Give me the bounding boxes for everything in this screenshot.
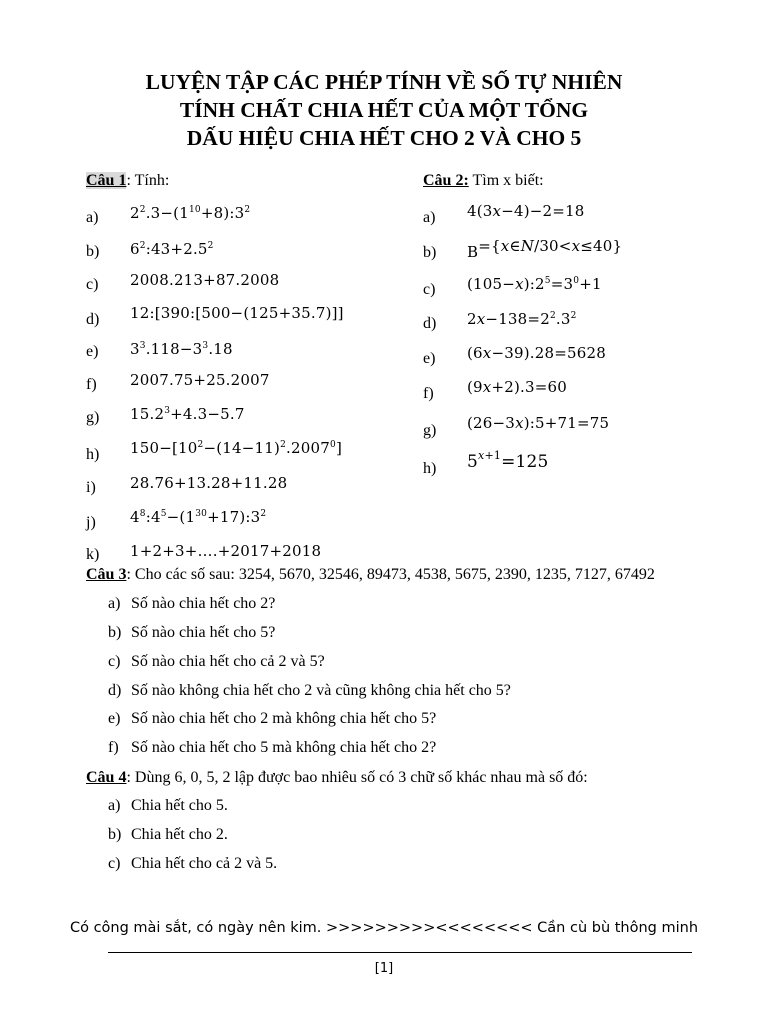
cau1-letter-a: a) [86,209,99,226]
cau1-expr-a: $2^2.3-(1^{10}+8):3^2$ [130,204,251,222]
footer-motto: Có công mài sắt, có ngày nên kim. >>>>>>>>><<<<<<<< Cần cù bù thông minh [69,920,699,936]
cau2-expr-d: $2x-138=2^2.3^2$ [467,310,577,328]
cau3-item-text: Số nào chia hết cho 5? [131,624,276,641]
cau1-expr-g: $15.2^3+4.3-5.7$ [130,405,245,423]
cau1-expr-j: $4^8:4^5-(1^{30}+17):3^2$ [130,508,267,526]
cau1-letter-e: e) [86,343,99,360]
cau3-item-letter: b) [108,624,122,641]
cau2-letter-h: h) [423,460,437,477]
cau1-letter-b: b) [86,243,100,260]
cau1-expr-b: $6^2:43+2.5^2$ [130,240,214,258]
title-line-1: LUYỆN TẬP CÁC PHÉP TÍNH VỀ SỐ TỰ NHIÊN [145,70,623,94]
title-line-2: TÍNH CHẤT CHIA HẾT CỦA MỘT TỔNG [179,98,589,122]
cau1-expr-f: 2007.75+25.2007 [130,371,270,389]
cau4-item-c [108,855,278,873]
cau2-letter-d: d) [423,315,437,332]
cau4-item-letter: c) [108,855,121,872]
cau2-expr-e: (6x−39).28=5628 [467,344,606,362]
cau4-item-a [108,797,228,815]
cau3-item-text: Số nào chia hết cho cả 2 và 5? [131,653,325,670]
cau2-expr-h: $5^{x+1}=125$ [467,449,549,472]
cau3-item-letter: c) [108,653,121,670]
cau2-letter-b: b) [423,244,437,261]
cau3-item-b [108,624,276,642]
cau1-letter-c: c) [86,276,99,293]
cau3-label: Câu 3 [86,566,127,583]
page-number: [1] [374,961,394,976]
cau3-text: : Cho các số sau: 3254, 5670, 32546, 89473, 4538, 5675, 2390, 1235, 7127, 67492 [126,566,655,583]
cau2-letter-a: a) [423,209,436,226]
cau2-text: Tìm x biết: [468,172,544,189]
cau4-label: Câu 4 [86,769,127,786]
cau2-expr-f: (9x+2).3=60 [467,378,567,396]
cau3-item-d [108,682,511,700]
cau2-expr-c: $(105-x):2^5=3^0+1$ [467,275,602,293]
cau1-expr-c: 2008.213+87.2008 [130,271,280,289]
cau3-heading [86,566,655,584]
cau2-letter-e: e) [423,350,436,367]
cau1-letter-j: j) [86,514,96,531]
cau1-expr-k: 1+2+3+….+2017+2018 [130,542,322,560]
cau1-letter-k: k) [86,546,100,563]
cau3-item-letter: e) [108,710,121,727]
cau4-item-text: Chia hết cho 5. [131,797,228,814]
title-line-3: DẤU HIỆU CHIA HẾT CHO 2 VÀ CHO 5 [186,126,582,150]
cau1-letter-i: i) [86,479,96,496]
cau1-expr-h: $150-[10^2-(14-11)^2.2007^0]$ [130,439,342,457]
cau2-expr-g: (26−3x):5+71=75 [467,414,610,432]
cau2-label: Câu 2: [423,172,469,189]
cau3-item-e [108,710,437,728]
cau4-text: : Dùng 6, 0, 5, 2 lập được bao nhiêu số có 3 chữ số khác nhau mà số đó: [126,769,588,786]
cau2-letter-c: c) [423,281,436,298]
cau3-item-letter: f) [108,739,119,756]
cau1-letter-f: f) [86,376,97,393]
document-title [0,68,768,152]
cau1-label: Câu 1 [86,172,127,189]
cau4-item-letter: a) [108,797,121,814]
cau4-item-text: Chia hết cho cả 2 và 5. [131,855,278,872]
cau1-expr-d: 12:[390:[500−(125+35.7)]] [130,304,344,322]
cau3-item-letter: a) [108,595,121,612]
cau2-expr-b: B={x∈N/30<x≤40} [467,237,623,261]
cau3-item-text: Số nào chia hết cho 2? [131,595,276,612]
cau1-heading [86,172,169,190]
cau3-item-f [108,739,437,757]
cau3-item-letter: d) [108,682,122,699]
cau2-heading [423,172,544,190]
cau3-item-text: Số nào chia hết cho 5 mà không chia hết cho 2? [131,739,437,756]
cau4-item-text: Chia hết cho 2. [131,826,228,843]
cau3-item-a [108,595,276,613]
cau1-expr-e: $3^3.118-3^3.18$ [130,340,233,358]
cau3-item-text: Số nào chia hết cho 2 mà không chia hết cho 5? [131,710,437,727]
cau2-letter-g: g) [423,422,437,439]
cau4-heading [86,769,588,787]
cau2-expr-a: 4(3x−4)−2=18 [467,202,585,220]
cau1-expr-i: 28.76+13.28+11.28 [130,474,288,492]
cau4-item-letter: b) [108,826,122,843]
cau3-item-c [108,653,325,671]
cau1-letter-h: h) [86,446,100,463]
cau2-letter-f: f) [423,385,434,402]
cau4-item-b [108,826,228,844]
cau3-item-text: Số nào không chia hết cho 2 và cũng không chia hết cho 5? [131,682,511,699]
cau1-letter-d: d) [86,311,100,328]
cau1-letter-g: g) [86,409,100,426]
cau1-text: : Tính: [126,172,170,189]
footer-divider [108,952,692,953]
